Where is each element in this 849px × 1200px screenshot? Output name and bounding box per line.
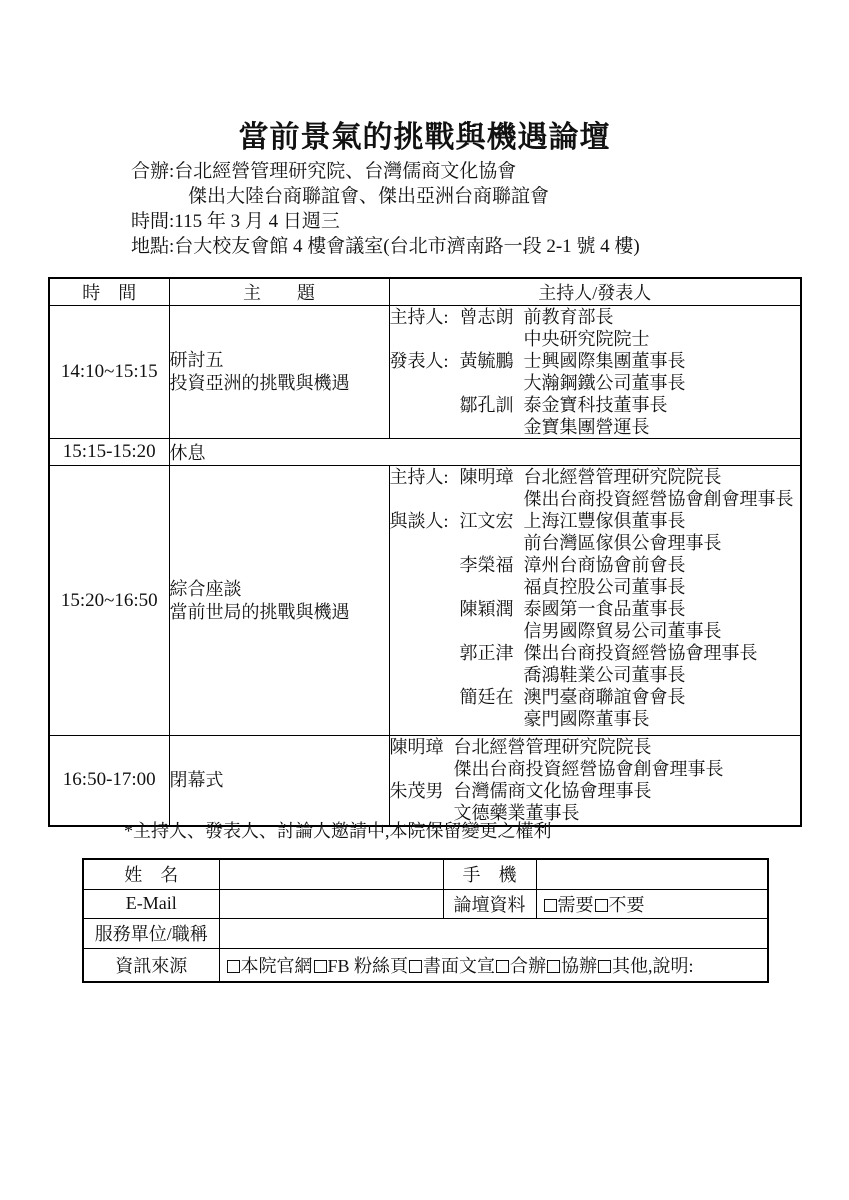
session-time: 14:10~15:15: [49, 306, 169, 439]
registration-table: [82, 858, 769, 983]
checkbox-icon: [595, 899, 608, 912]
checkbox-label: FB 粉絲頁: [327, 955, 409, 976]
session-time: 15:20~16:50: [49, 466, 169, 736]
session-time: 16:50-17:00: [49, 736, 169, 826]
speaker-titles: [524, 466, 794, 510]
speaker-titles: [524, 510, 722, 554]
speaker-title: 豪門國際董事長: [523, 709, 650, 729]
speaker-title: 傑出台商投資經營協會創會理事長: [453, 759, 724, 779]
footnote: *主持人、發表人、討論人邀請中,本院保留變更之權利: [124, 821, 552, 841]
org-field-label: 服務單位/職稱: [83, 918, 219, 948]
speaker-title: 大瀚鋼鐵公司董事長: [523, 373, 686, 393]
session-speakers: [389, 466, 801, 736]
speaker-entry: [390, 554, 801, 598]
speaker-entry: [390, 510, 801, 554]
speaker-role-label: 主持人:: [389, 307, 449, 327]
speaker-name: 江文宏: [459, 511, 514, 531]
speaker-name: 陳明璋: [459, 467, 514, 487]
speaker-name: 陳穎潤: [459, 599, 514, 619]
reg-row-org: [83, 918, 768, 948]
speaker-role-label: 發表人:: [389, 351, 449, 371]
schedule-row: [49, 306, 801, 439]
speaker-title: 傑出台商投資經營協會理事長: [523, 643, 758, 663]
schedule-header-time: 時 間: [49, 278, 169, 306]
session-time: 15:15-15:20: [49, 439, 169, 466]
speaker-titles: [524, 554, 686, 598]
material-field-label: 論壇資料: [443, 889, 536, 918]
speaker-title: 前台灣區傢俱公會理事長: [523, 533, 722, 553]
checkbox-icon: [314, 960, 327, 973]
phone-field-value: [536, 859, 768, 889]
reg-row-email-material: [83, 889, 768, 918]
speaker-title: 福貞控股公司董事長: [523, 577, 686, 597]
speaker-role-label: 與談人:: [389, 511, 449, 531]
source-field-label: 資訊來源: [83, 948, 219, 982]
email-field-value: [219, 889, 443, 918]
speaker-name: 朱茂男: [389, 781, 444, 801]
speaker-title: 台灣儒商文化協會理事長: [453, 781, 652, 801]
schedule-header-topic: 主 題: [169, 278, 389, 306]
reg-row-source: [83, 948, 768, 982]
speaker-title: 漳州台商協會前會長: [523, 555, 686, 575]
speaker-title: 信男國際貿易公司董事長: [523, 621, 722, 641]
speaker-titles: [524, 686, 686, 730]
speaker-name: 鄒孔訓: [459, 395, 514, 415]
session-topic: [169, 466, 389, 736]
schedule-header-row: [49, 278, 801, 306]
schedule-row-break: [49, 439, 801, 466]
doc-title: 當前景氣的挑戰與機遇論壇: [238, 121, 611, 154]
speaker-title: 澳門臺商聯誼會會長: [523, 687, 686, 707]
speaker-entry: [390, 736, 801, 780]
speaker-titles: [524, 642, 758, 686]
info-block: [131, 159, 771, 259]
speaker-entry: [390, 306, 801, 350]
speaker-role-label: [390, 642, 460, 686]
session-topic: 休息: [169, 439, 801, 466]
speaker-name: 陳明璋: [389, 737, 444, 757]
speaker-title: 喬鴻鞋業公司董事長: [523, 665, 686, 685]
org-field-value: [219, 918, 768, 948]
speaker-titles: [454, 736, 724, 780]
checkbox-label: 合辦: [510, 955, 547, 976]
checkbox-label: 本院官網: [240, 955, 313, 976]
name-field-label: 姓 名: [83, 859, 219, 889]
speaker-title: 文德藥業董事長: [453, 803, 580, 823]
topic-line: 研討五: [169, 350, 224, 370]
checkbox-icon: [598, 960, 611, 973]
speaker-entry: [390, 350, 801, 394]
speaker-entry: [390, 394, 801, 438]
info-line-co-organizers-2: 傑出大陸台商聯誼會、傑出亞洲台商聯誼會: [188, 186, 550, 207]
reg-row-name-phone: [83, 859, 768, 889]
checkbox-icon: [544, 899, 557, 912]
speaker-title: 上海江豐傢俱董事長: [523, 511, 686, 531]
speaker-title: 金寶集團營運長: [523, 417, 650, 437]
speaker-role-label: 主持人:: [389, 467, 449, 487]
speaker-entry: [390, 686, 801, 730]
topic-line: 當前世局的挑戰與機遇: [169, 601, 350, 622]
name-field-value: [219, 859, 443, 889]
speaker-entry: [390, 598, 801, 642]
speaker-title: 士興國際集團董事長: [523, 351, 686, 371]
speaker-name: 郭正津: [459, 643, 514, 663]
schedule-header-speakers: 主持人/發表人: [389, 278, 801, 306]
speaker-title: 泰金寶科技董事長: [523, 395, 668, 415]
schedule-row: [49, 736, 801, 826]
session-speakers: [389, 306, 801, 439]
speaker-role-label: [390, 554, 460, 598]
speaker-titles: [524, 306, 650, 350]
info-line-co-organizers: 合辦:台北經營管理研究院、台灣儒商文化協會: [131, 161, 517, 182]
email-field-label: E-Mail: [83, 889, 219, 918]
speaker-title: 前教育部長: [523, 307, 614, 327]
speaker-title: 台北經營管理研究院院長: [523, 467, 722, 487]
info-line-venue: 地點:台大校友會館 4 樓會議室(台北市濟南路一段 2-1 號 4 樓): [131, 236, 640, 257]
checkbox-label: 不要: [608, 894, 645, 915]
phone-field-label: 手 機: [443, 859, 536, 889]
speaker-role-label: [390, 394, 460, 438]
checkbox-label: 需要: [557, 894, 594, 915]
speaker-titles: [524, 598, 722, 642]
speaker-name: 李榮福: [459, 555, 514, 575]
session-topic: [169, 306, 389, 439]
material-options-cell: [536, 889, 768, 918]
checkbox-label: 協辦: [561, 955, 598, 976]
checkbox-label: 其他,說明:: [612, 955, 694, 976]
schedule-table: [48, 277, 802, 827]
speaker-titles: [524, 350, 686, 394]
speaker-titles: [524, 394, 668, 438]
topic-line: 投資亞洲的挑戰與機遇: [169, 373, 350, 393]
checkbox-icon: [227, 960, 240, 973]
checkbox-icon: [409, 960, 422, 973]
speaker-name: 黃毓鵬: [459, 351, 514, 371]
topic-line: 綜合座談: [169, 578, 242, 599]
checkbox-icon: [547, 960, 560, 973]
info-line-time: 時間:115 年 3 月 4 日週三: [131, 211, 340, 232]
speaker-role-label: [390, 686, 460, 730]
checkbox-label: 書面文宣: [423, 955, 496, 976]
speaker-title: 泰國第一食品董事長: [523, 599, 686, 619]
session-topic: 閉幕式: [169, 736, 389, 826]
checkbox-icon: [496, 960, 509, 973]
speaker-title: 傑出台商投資經營協會創會理事長: [523, 489, 794, 509]
speaker-name: 簡廷在: [459, 687, 514, 707]
speaker-title: 台北經營管理研究院院長: [453, 737, 652, 757]
speaker-title: 中央研究院院士: [523, 329, 650, 349]
speaker-role-label: [390, 598, 460, 642]
schedule-row: [49, 466, 801, 736]
speaker-entry: [390, 642, 801, 686]
speaker-entry: [390, 466, 801, 510]
session-speakers: [389, 736, 801, 826]
source-options-cell: [219, 948, 768, 982]
speaker-name: 曾志朗: [459, 307, 514, 327]
